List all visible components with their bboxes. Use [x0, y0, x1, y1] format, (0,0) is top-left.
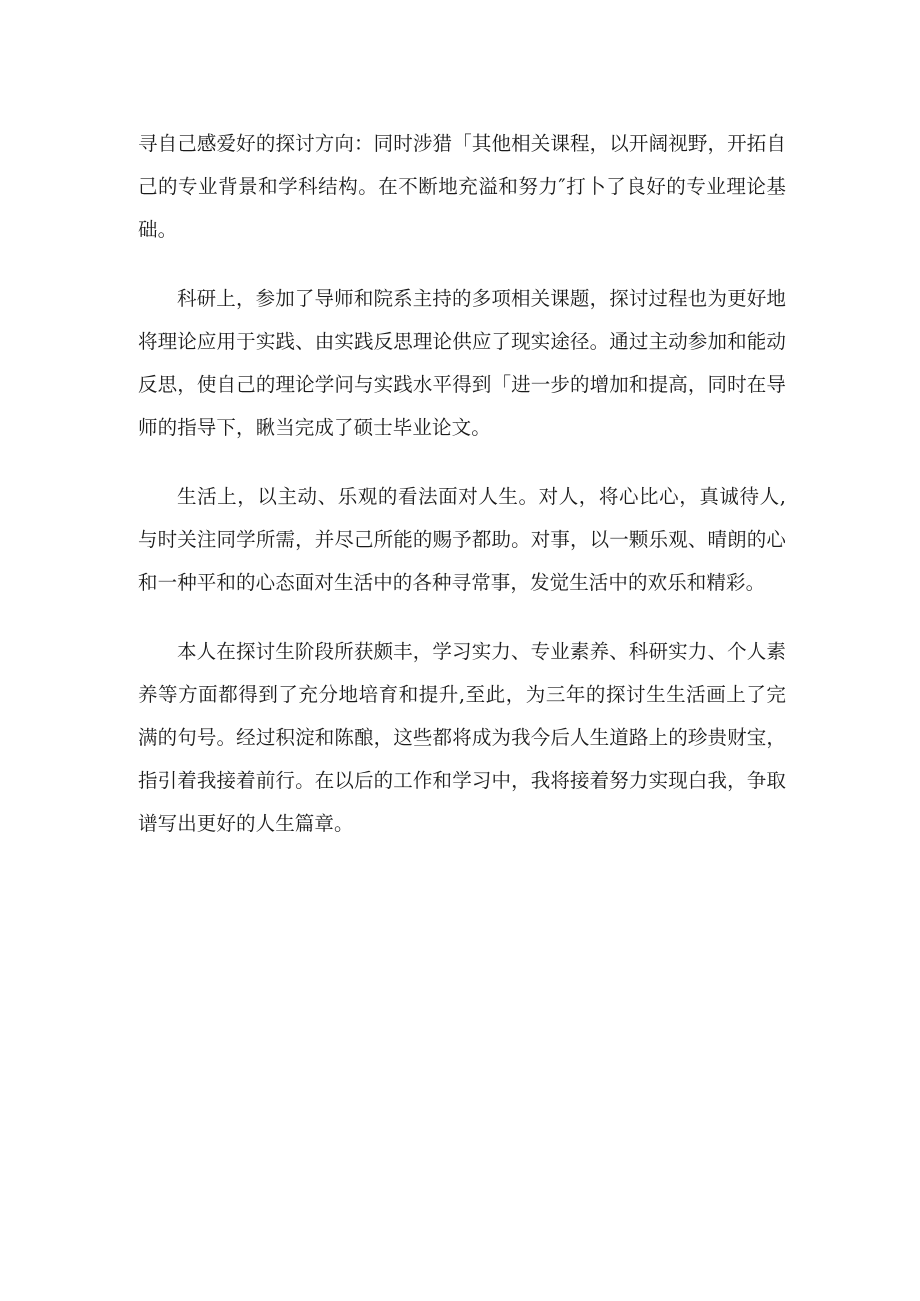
document-body — [138, 122, 786, 871]
paragraph-life: 生活上，以主动、乐观的看法面对人生。对人，将心比心，真诚待人,与时关注同学所需，并尽己所能的赐予都助。对事，以一颗乐观、晴朗的心和一种平和的心态面对生活中的各种寻常事，发觉生活中的欢乐和精彩。 — [138, 485, 786, 594]
paragraph-study: 寻自己感爱好的探讨方向：同时涉猎「其他相关课程，以开阔视野，开拓自己的专业背景和学科结构。在不断地充溢和努力″打卜了良好的专业理论基础。 — [138, 132, 786, 241]
paragraph-research: 科研上，参加了导师和院系主持的多项相关课题，探讨过程也为更好地将理论应用于实践、由实践反思理论供应了现实途径。通过主动参加和能动反思，使自己的理论学问与实践水平得到「进一步的增加和提高，同时在导师的指导下，瞅当完成了硕士毕业论文。 — [138, 287, 786, 439]
paragraph-summary: 本人在探讨生阶段所获颇丰，学习实力、专业素养、科研实力、个人素养等方面都得到了充分地培育和提升,至此，为三年的探讨生生活画上了完满的句号。经过积淀和陈酿，这些都将成为我今后人生道路上的珍贵财宝，指引着我接着前行。在以后的工作和学习中，我将接着努力实现白我，争取谱写出更好的人生篇章。 — [138, 640, 786, 835]
